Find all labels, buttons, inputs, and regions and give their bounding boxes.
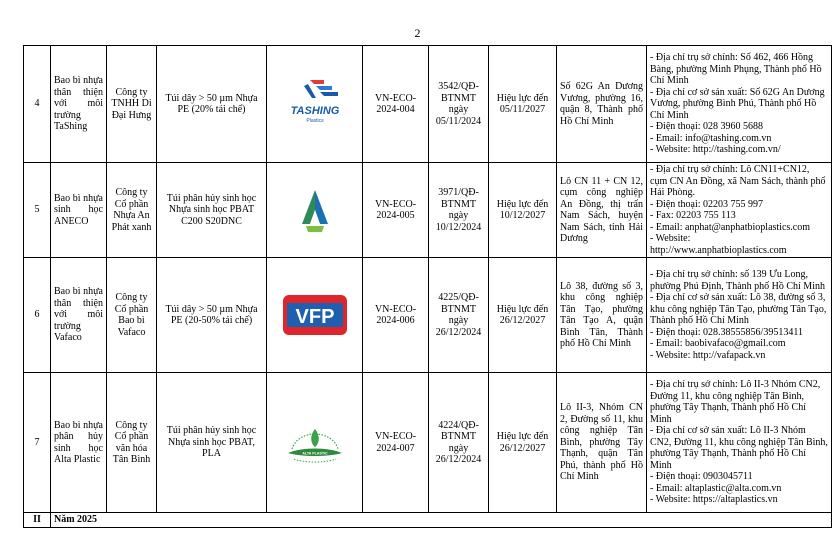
contact-line: - Email: anphat@anphatbioplastics.com bbox=[650, 221, 810, 233]
contact-line: - Điện thoại: 028.38555856/39513411 bbox=[650, 326, 803, 338]
product-type: Túi phân hủy sinh học Nhựa sinh học PBAT C200 S20DNC bbox=[157, 163, 267, 258]
validity: Hiệu lực đến 05/11/2027 bbox=[489, 46, 557, 163]
product-type: Túi dây > 50 µm Nhựa PE (20-50% tái chế) bbox=[157, 258, 267, 373]
decision-number: 3542/QĐ-BTNMT ngày 05/11/2024 bbox=[429, 46, 489, 163]
section-title: Năm 2025 bbox=[51, 513, 832, 528]
contact-line: - Địa chỉ trụ sở chính: số 139 Ưu Long, phường Phú Định, Thành phố Hồ Chí Minh bbox=[650, 269, 825, 292]
logo-cell bbox=[267, 163, 363, 258]
anphat-logo-icon bbox=[280, 180, 350, 240]
validity: Hiệu lực đến 26/12/2027 bbox=[489, 373, 557, 513]
production-address: Lô II-3, Nhóm CN 2, Đường số 11, khu công nghiệp Tân Bình, phường Tây Thạnh, quận Tân Phú, thành phố Hồ Chí Minh bbox=[557, 373, 647, 513]
contact-line: - Fax: 02203 755 113 bbox=[650, 210, 736, 221]
section-number: II bbox=[24, 513, 51, 528]
production-address: Số 62G An Dương Vương, phường 16, quận 8, Thành phố Hồ Chí Minh bbox=[557, 46, 647, 163]
decision-number: 4225/QĐ-BTNMT ngày 26/12/2024 bbox=[429, 258, 489, 373]
validity: Hiệu lực đến 26/12/2027 bbox=[489, 258, 557, 373]
decision-number: 3971/QĐ-BTNMT ngày 10/12/2024 bbox=[429, 163, 489, 258]
tashing-logo-icon bbox=[280, 74, 350, 134]
validity: Hiệu lực đến 10/12/2027 bbox=[489, 163, 557, 258]
table-row bbox=[24, 163, 832, 258]
contact-line: - Email: info@tashing.com.vn bbox=[650, 132, 772, 144]
company-name: Công ty Cổ phần văn hóa Tân Bình bbox=[107, 373, 157, 513]
product-name: Bao bì nhựa phân hủy sinh học Alta Plastic bbox=[51, 373, 107, 513]
contact-line: - Email: baobivafaco@gmail.com bbox=[650, 338, 786, 349]
page-number: 2 bbox=[414, 26, 421, 40]
contact-line: - Website: http://www.anphatbioplastics.com bbox=[650, 233, 787, 256]
product-name: Bao bì nhựa thân thiện với môi trường Vafaco bbox=[51, 258, 107, 373]
label-code: VN-ECO-2024-006 bbox=[363, 258, 429, 373]
company-name: Công ty Cổ phần Bao bì Vafaco bbox=[107, 258, 157, 373]
contact-line: - Địa chỉ trụ sở chính: Số 462, 466 Hồng Bàng, phường Minh Phụng, Thành phố Hồ Chí Minh bbox=[650, 52, 822, 87]
contact-line: - Điện thoại: 0903045711 bbox=[650, 471, 753, 483]
contact-info bbox=[647, 373, 832, 513]
contact-line: - Địa chỉ trụ sở chính: Lô CN11+CN12, cụm CN An Đồng, xã Nam Sách, thành phố Hải Phòng. bbox=[650, 164, 826, 198]
company-name: Công ty Cổ phần Nhựa An Phát xanh bbox=[107, 163, 157, 258]
logo-cell bbox=[267, 46, 363, 163]
contact-line: - Điện thoại: 028 3960 5688 bbox=[650, 121, 764, 133]
contact-line: - Địa chỉ cơ sở sản xuất: Số 62G An Dương Vương, phường Bình Phú, Thành phố Hồ Chí Minh bbox=[650, 86, 825, 121]
table-row bbox=[24, 258, 832, 373]
product-name: Bao bì nhựa sinh học ANECO bbox=[51, 163, 107, 258]
alta-logo-icon bbox=[280, 413, 350, 473]
contact-info bbox=[647, 46, 832, 163]
alta-logo-text: ALTA PLASTIC bbox=[301, 451, 328, 455]
row-number: 7 bbox=[24, 373, 51, 513]
product-type: Túi phân hủy sinh học Nhựa sinh học PBAT, PLA bbox=[157, 373, 267, 513]
logo-cell bbox=[267, 373, 363, 513]
tashing-logo-text: TASHING bbox=[290, 105, 339, 117]
contact-line: - Địa chỉ cơ sở sản xuất: Lô II-3 Nhóm CN2, Đường 11, khu công nghiệp Tân Bình, phường Tây Thạnh, Thành phố Hồ Chí Minh bbox=[650, 425, 828, 471]
label-code: VN-ECO-2024-004 bbox=[363, 46, 429, 163]
label-code: VN-ECO-2024-007 bbox=[363, 373, 429, 513]
row-number: 6 bbox=[24, 258, 51, 373]
eco-label-table bbox=[23, 45, 832, 528]
contact-line: - Địa chỉ trụ sở chính: Lô II-3 Nhóm CN2, Đường 11, khu công nghiệp Tân Bình, phường Tây Thạnh, Thành phố Hồ Chí Minh bbox=[650, 379, 821, 425]
production-address: Lô 38, đường số 3, khu công nghiệp Tân Tạo, phường Tân Tạo A, quận Bình Tân, Thành phố Hồ Chí Minh bbox=[557, 258, 647, 373]
contact-info bbox=[647, 163, 832, 258]
logo-cell bbox=[267, 258, 363, 373]
label-code: VN-ECO-2024-005 bbox=[363, 163, 429, 258]
decision-number: 4224/QĐ-BTNMT ngày 26/12/2024 bbox=[429, 373, 489, 513]
vfp-logo-icon bbox=[280, 285, 350, 345]
table-row bbox=[24, 46, 832, 163]
product-name: Bao bì nhựa thân thiện với môi trường TaShing bbox=[51, 46, 107, 163]
row-number: 5 bbox=[24, 163, 51, 258]
contact-line: - Website: https://altaplastics.vn bbox=[650, 494, 778, 506]
contact-line: - Địa chỉ cơ sở sản xuất: Lô 38, đường số 3, khu công nghiệp Tân Tạo, phường Tân Tạo, Thành phố Hồ Chí Minh bbox=[650, 292, 827, 326]
product-type: Túi dây > 50 µm Nhựa PE (20% tái chế) bbox=[157, 46, 267, 163]
contact-line: - Điện thoại: 02203 755 997 bbox=[650, 198, 764, 210]
vfp-logo-text: VFP bbox=[295, 306, 334, 328]
contact-line: - Email: altaplastic@alta.com.vn bbox=[650, 482, 782, 494]
row-number: 4 bbox=[24, 46, 51, 163]
section-row bbox=[24, 513, 832, 528]
contact-line: - Website: http://vafapack.vn bbox=[650, 349, 766, 361]
contact-info bbox=[647, 258, 832, 373]
company-name: Công ty TNHH Di Đại Hưng bbox=[107, 46, 157, 163]
tashing-logo-subtext: Plastics bbox=[305, 118, 324, 124]
contact-line: - Website: http://tashing.com.vn/ bbox=[650, 144, 781, 156]
table-row bbox=[24, 373, 832, 513]
production-address: Lô CN 11 + CN 12, cụm công nghiệp An Đồng, thị trấn Nam Sách, huyện Nam Sách, tỉnh Hải Dương bbox=[557, 163, 647, 258]
